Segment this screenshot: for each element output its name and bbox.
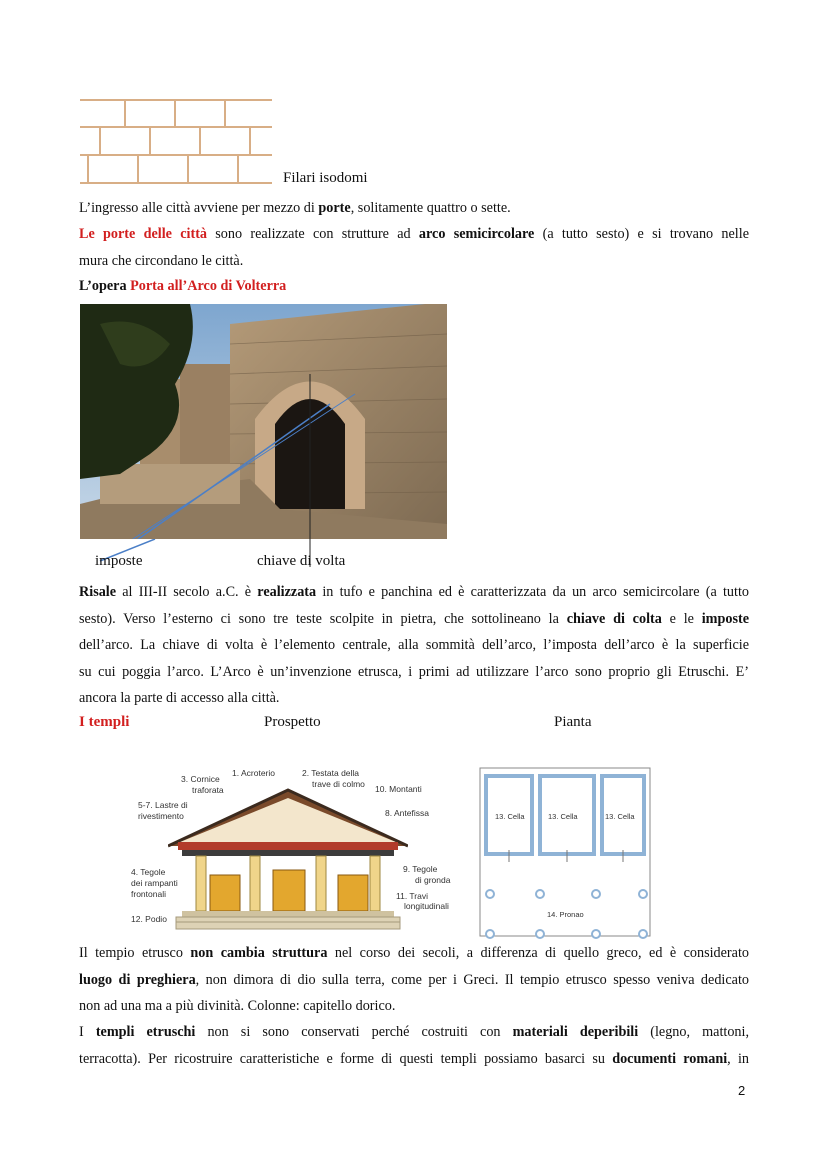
label-tegole-3: frontonali [131,889,166,899]
label-testata-2: trave di colmo [312,779,365,789]
paragraph-risale: Risale al III-II secolo a.C. è realizzata in tufo e panchina ed è caratterizzata da un arco semicircolare (a tutto sesto). Verso l’esterno ci sono tre teste scolpite in pietra, che sottolineano la chiave di colta e le imposte dell’arco. La chiave di volta è l’elemento centrale, alla sommità dell’arco, l’imposta dell’arco è la superficie su cui poggia l’arco. L’Arco è un’invenzione etrusca, i primi ad utilizzare l’arco sono proprio gli Etruschi. E’ ancora la parte di accesso alla città. [79,584,749,706]
label-lastre-1: 5-7. Lastre di [138,800,188,810]
label-montanti: 10. Montanti [375,784,422,794]
label-lastre-2: rivestimento [138,811,184,821]
paragraph-porte: L’ingresso alle città avviene per mezzo di porte, solitamente quattro o sette. [79,200,511,216]
opera-heading: L’opera Porta all’Arco di Volterra [79,278,287,294]
pianta-title: Pianta [554,714,592,730]
pianta-cella-1: 13. Cella [495,812,525,821]
label-cornice-1: 3. Cornice [181,774,220,784]
label-chiave-di-volta: chiave di volta [257,553,346,569]
label-travi-1: 11. Travi [396,891,428,901]
label-tegole-1: 4. Tegole [131,867,166,877]
label-testata-1: 2. Testata della [302,768,360,778]
paragraph-templi-etruschi: I templi etruschi non si sono conservati perché costruiti con materiali deperibili (legno, mattoni, terracotta). Per ricostruire caratteristiche e forme di questi templi possiamo basarci su documenti romani, in [79,1024,750,1067]
label-gronda-1: 9. Tegole [403,864,438,874]
page-number: 2 [738,1083,746,1098]
paragraph-porte-citta: Le porte delle città sono realizzate con strutture ad arco semicircolare (a tutto sesto) e si trovano nelle mura che circondano le città. [79,226,749,269]
label-gronda-2: di gronda [415,875,451,885]
prospetto-title: Prospetto [264,714,321,730]
pianta-cella-3: 13. Cella [605,812,635,821]
isodomic-brick-illustration [80,97,275,187]
temple-elevation-diagram [168,780,408,930]
pianta-cella-2: 13. Cella [548,812,578,821]
arco-volterra-photo [80,304,447,539]
label-travi-2: longitudinali [404,901,449,911]
label-antefissa: 8. Antefissa [385,808,429,818]
label-acroterio: 1. Acroterio [232,768,275,778]
label-cornice-2: traforata [192,785,224,795]
label-imposte: imposte [95,553,143,569]
brick-caption: Filari isodomi [283,170,368,186]
templi-heading: I templi [79,714,130,730]
pianta-pronao: 14. Pronao [547,910,584,919]
paragraph-tempio-etrusco: Il tempio etrusco non cambia struttura nel corso dei secoli, a differenza di quello greco, ed è considerato luogo di preghiera, non dimora di dio sulla terra, come per i Greci. Il tempio etrusco spesso veniva dedicato non ad una ma a più divinità. Colonne: capitello dorico. [79,945,749,1014]
label-podio: 12. Podio [131,914,167,924]
label-tegole-2: dei rampanti [131,878,178,888]
